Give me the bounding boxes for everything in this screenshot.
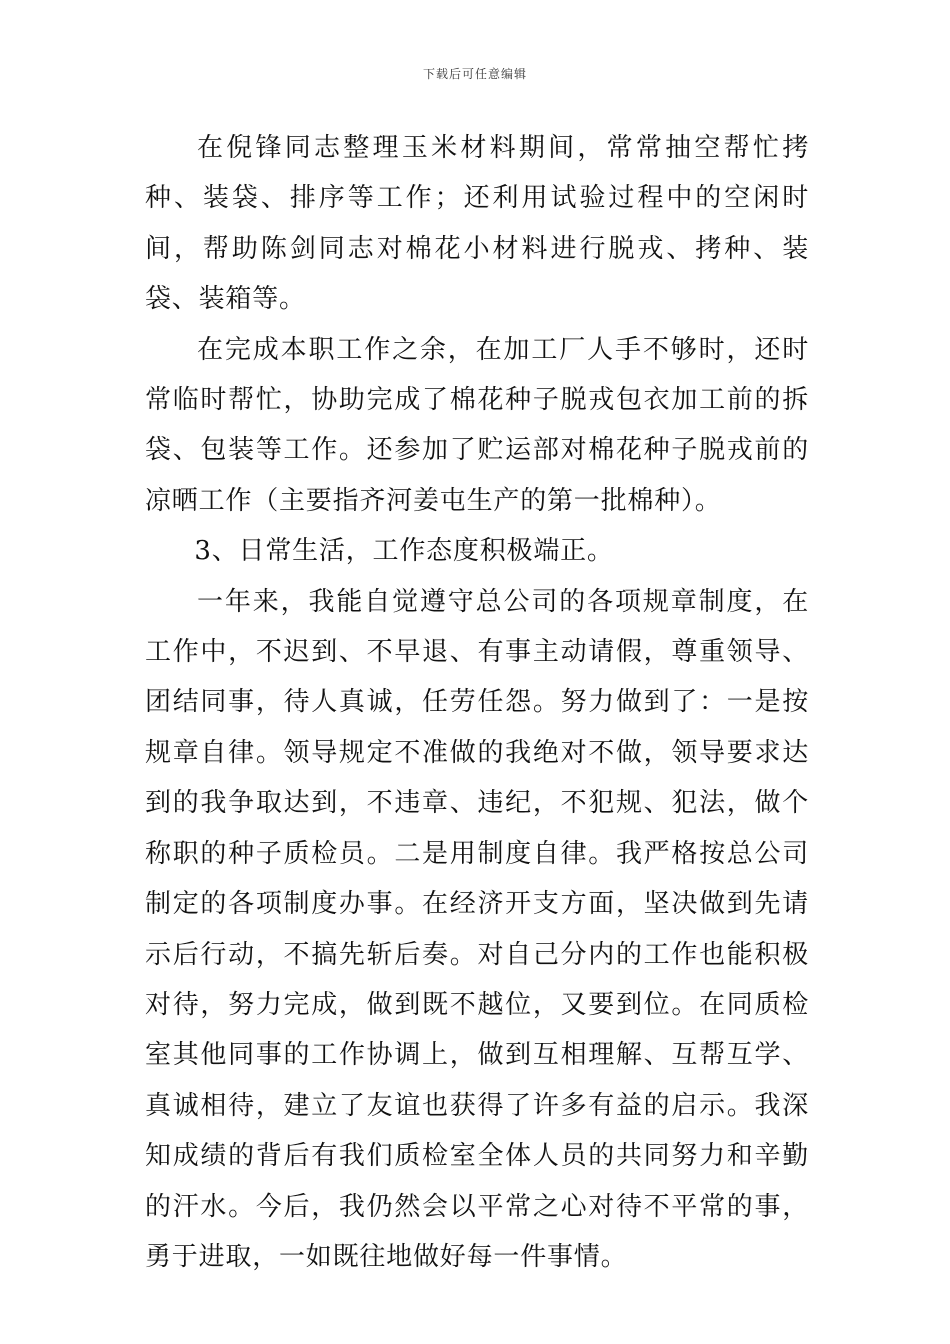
- document-body: [145, 123, 809, 1282]
- paragraph-work-attitude: 一年来，我能自觉遵守总公司的各项规章制度，在工作中，不迟到、不早退、有事主动请假，尊重领导、团结同事，待人真诚，任劳任怨。努力做到了：一是按规章自律。领导规定不准做的我绝对不做，领导要求达到的我争取达到，不违章、违纪，不犯规、犯法，做个称职的种子质检员。二是用制度自律。我严格按总公司制定的各项制度办事。在经济开支方面，坚决做到先请示后行动，不搞先斩后奏。对自己分内的工作也能积极对待，努力完成，做到既不越位，又要到位。在同质检室其他同事的工作协调上，做到互相理解、互帮互学、真诚相待，建立了友谊也获得了许多有益的启示。我深知成绩的背后有我们质检室全体人员的共同努力和辛勤的汗水。今后，我仍然会以平常之心对待不平常的事，勇于进取，一如既往地做好每一件事情。: [145, 586, 809, 1272]
- paragraph-helping-materials: 在倪锋同志整理玉米材料期间，常常抽空帮忙拷种、装袋、排序等工作；还利用试验过程中的空闲时间，帮助陈剑同志对棉花小材料进行脱戎、拷种、装袋、装箱等。: [145, 133, 809, 315]
- page-header: 下载后可任意编辑: [422, 67, 527, 81]
- paragraph-extra-work: 在完成本职工作之余，在加工厂人手不够时，还时常临时帮忙，协助完成了棉花种子脱戎包衣加工前的拆袋、包装等工作。还参加了贮运部对棉花种子脱戎前的凉晒工作（主要指齐河姜屯生产的第一批棉种）。: [145, 334, 809, 516]
- section-heading-daily-life: 3、日常生活，工作态度积极端正。: [194, 536, 614, 567]
